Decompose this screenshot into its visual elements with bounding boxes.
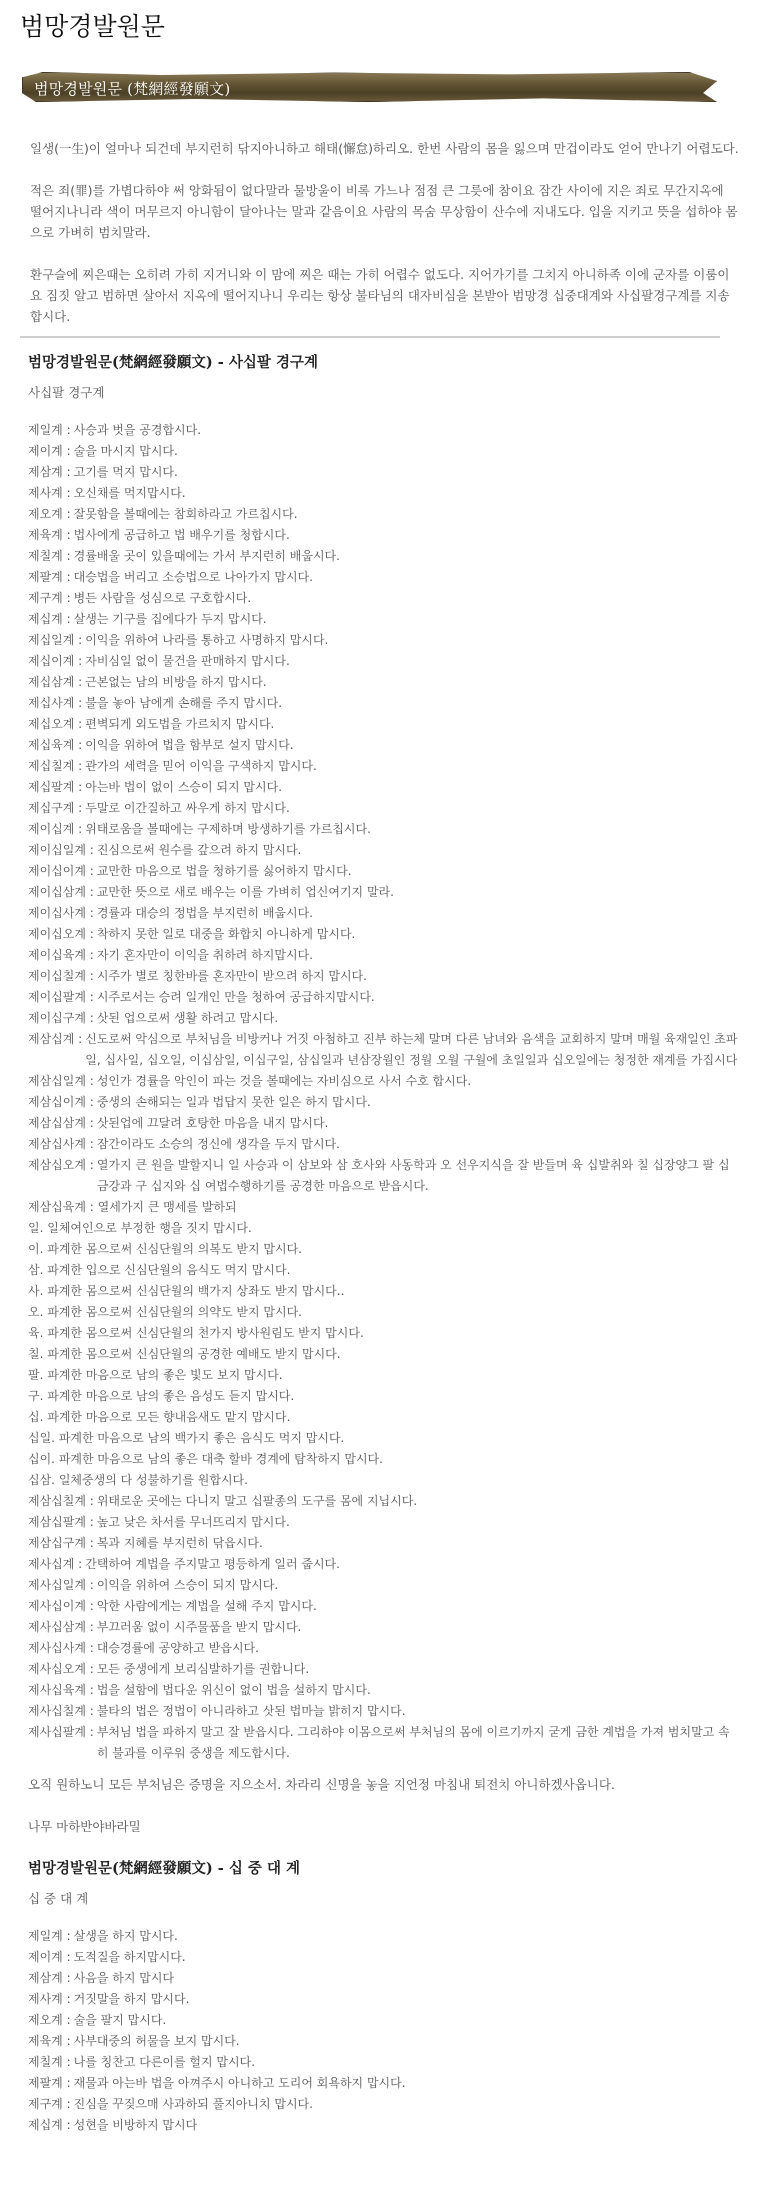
- precept-item: [28, 567, 739, 588]
- precept-label: 제삼십오계 :: [28, 1158, 94, 1172]
- precept-text: 자기 혼자만이 이익을 취하려 하지맙시다.: [96, 948, 313, 962]
- precept-item: [28, 2052, 739, 2073]
- precept-label: 제십육계 :: [28, 738, 83, 752]
- precept-text: 도적질을 하지맙시다.: [73, 1950, 186, 1964]
- precept-text: 병든 사람을 성심으로 구호합시다.: [73, 591, 252, 605]
- precept-label: 제삼십사계 :: [28, 1137, 94, 1151]
- precept-text: 위태로운 곳에는 다니지 말고 십팔종의 도구를 몸에 지닙시다.: [96, 1494, 418, 1508]
- precept-item: [28, 1197, 739, 1218]
- precept-label: 제이십칠계 :: [28, 969, 94, 983]
- precept-label: 제일계 :: [28, 1929, 71, 1943]
- precept-text: 부끄러움 없이 시주물품을 받지 맙시다.: [96, 1620, 302, 1634]
- precept-item: [28, 462, 739, 483]
- precept-item: [28, 651, 739, 672]
- closing-vow: 오직 원하노니 모든 부처님은 증명을 지으소서. 차라리 신명을 놓을 지언정 마침내 퇴전치 아니하겠사옵니다.: [28, 1777, 615, 1792]
- precept-item: [28, 1281, 739, 1302]
- precept-item: [28, 1617, 739, 1638]
- precept-label: 제이십구계 :: [28, 1011, 94, 1025]
- precept-text: 파계한 마음으로 남의 백가지 좋은 음식도 먹지 맙시다.: [58, 1431, 345, 1445]
- precept-item: [28, 1659, 739, 1680]
- precept-item: [28, 756, 739, 777]
- section-divider: [20, 336, 720, 338]
- precept-item: [28, 1218, 739, 1239]
- precept-item: [28, 2010, 739, 2031]
- precept-item: [28, 819, 739, 840]
- precept-label: 제십팔계 :: [28, 780, 83, 794]
- precept-item: [28, 2031, 739, 2052]
- precept-text: 진심을 꾸짖으매 사과하되 풀지아니치 맙시다.: [73, 2097, 313, 2111]
- precept-label: 제사십칠계 :: [28, 1704, 94, 1718]
- precept-item: [28, 1344, 739, 1365]
- precept-text: 오신채를 먹지맙시다.: [73, 486, 186, 500]
- precept-item: [28, 1449, 739, 1470]
- precept-label: 제일계 :: [28, 423, 71, 437]
- precept-text: 아는바 법이 없이 스승이 되지 맙시다.: [85, 780, 283, 794]
- precept-label: 제사십일계 :: [28, 1578, 94, 1592]
- section-subtitle-10: 십 중 대 계: [28, 1891, 89, 1906]
- precept-label: 제이십일계 :: [28, 843, 94, 857]
- precept-item: [28, 630, 739, 651]
- precept-item: [28, 987, 739, 1008]
- precept-item: [28, 1323, 739, 1344]
- precept-label: 제이계 :: [28, 444, 71, 458]
- precept-text: 열세가지 큰 맹세를 발하되: [97, 1200, 237, 1214]
- precept-label: 제이십육계 :: [28, 948, 94, 962]
- precept-item: [28, 1029, 739, 1071]
- precept-text: 이익을 위하여 스승이 되지 맙시다.: [96, 1578, 279, 1592]
- precept-label: 제십계 :: [28, 612, 71, 626]
- precept-text: 거짓말을 하지 맙시다.: [73, 1992, 190, 2006]
- precept-text: 진심으로써 원수를 갚으려 하지 맙시다.: [96, 843, 302, 857]
- precept-text: 법을 설함에 법다운 위신이 없이 법을 설하지 맙시다.: [96, 1683, 371, 1697]
- precept-text: 경률배울 곳이 있을때에는 가서 부지런히 배웁시다.: [73, 549, 340, 563]
- precept-item: [28, 1407, 739, 1428]
- precept-item: [28, 1638, 739, 1659]
- intro-text: [20, 138, 739, 327]
- precept-text: 파계한 몸으로써 신심단월의 의복도 받지 맙시다.: [47, 1242, 302, 1256]
- precept-label: 제삼십칠계 :: [28, 1494, 94, 1508]
- precept-item: [28, 882, 739, 903]
- precept-item: [28, 672, 739, 693]
- precept-text: 시주로서는 승려 일개인 만을 청하여 공급하지맙시다.: [96, 990, 375, 1004]
- precept-label: 제사십육계 :: [28, 1683, 94, 1697]
- precept-text: 부처님 법을 파하지 말고 잘 받읍시다. 그리하야 이몸으로써 부처님의 몸에 이르기까지 굳게 금한 계법을 가져 범치말고 속히 불과를 이루워 중생을 제도합시다.: [96, 1725, 730, 1760]
- precept-text: 재물과 아는바 법을 아껴주시 아니하고 도리어 회욕하지 맙시다.: [73, 2076, 406, 2090]
- precept-item: [28, 861, 739, 882]
- precept-text: 모든 중생에게 보리심발하기를 권합니다.: [96, 1662, 310, 1676]
- precept-item: [28, 1470, 739, 1491]
- precept-text: 편벽되게 외도법을 가르치지 맙시다.: [85, 717, 275, 731]
- precept-item: [28, 588, 739, 609]
- precept-label: 육.: [28, 1326, 44, 1340]
- precept-item: [28, 1701, 739, 1722]
- precept-text: 대승법을 버리고 소승법으로 나아가지 맙시다.: [73, 570, 313, 584]
- intro-paragraph: 적은 죄(罪)를 가볍다하야 써 앙화됨이 없다말라 물방울이 비록 가느나 점점 큰 그릇에 참이요 잠간 사이에 지은 죄로 무간지옥에 떨어지나니라 색이 머무르지 아니함이 달아나는 말과 같음이요 사람의 목숨 무상함이 산수에 지내도다. 입을 지키고 뜻을 섭하야 몸으로 가벼히 범치말라.: [30, 183, 738, 240]
- precept-label: 제팔계 :: [28, 2076, 71, 2090]
- precept-label: 제삼십삼계 :: [28, 1116, 94, 1130]
- precept-item: [28, 1575, 739, 1596]
- precept-label: 제사계 :: [28, 1992, 71, 2006]
- precept-text: 삿된업에 끄달려 호탕한 마음을 내지 맙시다.: [96, 1116, 329, 1130]
- precept-text: 중생의 손해되는 일과 법답지 못한 일은 하지 맙시다.: [96, 1095, 371, 1109]
- precept-item: [28, 504, 739, 525]
- precept-item: [28, 546, 739, 567]
- precept-text: 성현을 비방하지 맙시다: [73, 2118, 198, 2132]
- precept-label: 삼.: [28, 1263, 44, 1277]
- precept-label: 일.: [28, 1221, 44, 1235]
- precept-label: 십일.: [28, 1431, 55, 1445]
- precept-label: 팔.: [28, 1368, 44, 1382]
- precept-item: [28, 1092, 739, 1113]
- section-subtitle-48: 사십팔 경구계: [28, 385, 105, 400]
- precept-text: 파계한 마음으로 남의 좋은 음성도 듣지 맙시다.: [47, 1389, 295, 1403]
- precept-text: 삿된 업으로써 생활 하려고 맙시다.: [96, 1011, 279, 1025]
- precept-label: 제팔계 :: [28, 570, 71, 584]
- precept-text: 높고 낮은 차서를 무너뜨리지 맙시다.: [96, 1515, 290, 1529]
- intro-paragraph: 환구슬에 찌은때는 오히려 가히 지거니와 이 맘에 찌은 때는 가히 어렵수 없도다. 지어가기를 그치지 아니하족 이에 군자를 이룸이요 짐짓 알고 범하면 살아서 지옥에 떨어지나니 우리는 항상 불타님의 대자비심을 본받아 범망경 십중대계와 사십팔경구계를 지송합시다.: [30, 267, 730, 324]
- precept-text: 사음을 하지 맙시다: [73, 1971, 175, 1985]
- precept-label: 사.: [28, 1284, 44, 1298]
- precept-label: 제이십사계 :: [28, 906, 94, 920]
- precept-item: [28, 483, 739, 504]
- page-title: 범망경발원문: [20, 12, 165, 41]
- precept-text: 복과 지혜를 부지런히 닦읍시다.: [96, 1536, 263, 1550]
- precept-item: [28, 1155, 739, 1197]
- precept-item: [28, 840, 739, 861]
- precept-text: 파계한 몸으로써 신심단월의 천가지 방사원림도 받지 맙시다.: [47, 1326, 364, 1340]
- precept-text: 악한 사람에게는 계법을 설해 주지 맙시다.: [96, 1599, 317, 1613]
- precept-label: 제오계 :: [28, 507, 71, 521]
- precept-item: [28, 1554, 739, 1575]
- precept-item: [28, 735, 739, 756]
- precept-item: [28, 1428, 739, 1449]
- precept-text: 살생을 하지 맙시다.: [73, 1929, 178, 1943]
- precept-label: 제삼십이계 :: [28, 1095, 94, 1109]
- precept-item: [28, 903, 739, 924]
- precept-label: 제삼십일계 :: [28, 1074, 94, 1088]
- section-title-10: 범망경발원문(梵網經發願文) - 십 중 대 계: [28, 1860, 301, 1877]
- precept-text: 파계한 마음으로 모든 향내음새도 맡지 맙시다.: [47, 1410, 291, 1424]
- precept-item: [28, 1302, 739, 1323]
- intro-paragraph: 일생(一生)이 얼마나 되건데 부지런히 닦지아니하고 해태(懈怠)하리오. 한번 사람의 몸을 잃으며 만겁이라도 얻어 만나기 어렵도다.: [30, 141, 739, 156]
- precept-item: [28, 609, 739, 630]
- precept-item: [28, 924, 739, 945]
- precept-label: 제이십팔계 :: [28, 990, 94, 1004]
- precept-text: 잠간이라도 소승의 정신에 생각을 두지 맙시다.: [96, 1137, 340, 1151]
- precept-label: 제삼십계 :: [28, 1032, 83, 1046]
- precept-label: 제사십이계 :: [28, 1599, 94, 1613]
- precept-label: 제이십오계 :: [28, 927, 94, 941]
- precept-label: 제육계 :: [28, 2034, 71, 2048]
- precept-label: 제십삼계 :: [28, 675, 83, 689]
- precept-text: 고기를 먹지 맙시다.: [73, 465, 178, 479]
- precept-label: 오.: [28, 1305, 44, 1319]
- precept-item: [28, 2094, 739, 2115]
- precept-text: 신도로써 악심으로 부처님을 비방커나 거짓 아첨하고 진부 하는체 말며 다른 남녀와 음색을 교회하지 말며 매월 육재일인 초파일, 십사일, 십오일, 이십삼일, 이십구일, 삼십일과 년삼장월인 정월 오월 구월에 초일일과 십오일에는 청정한 재계를 가집시다: [85, 1032, 738, 1067]
- precept-label: 제십칠계 :: [28, 759, 83, 773]
- section-title-48: 범망경발원문(梵網經發願文) - 사십팔 경구계: [28, 354, 318, 371]
- precepts-48-list: [28, 420, 739, 1764]
- precept-label: 제십계 :: [28, 2118, 71, 2132]
- precept-item: [28, 1533, 739, 1554]
- precept-text: 살생는 기구를 집에다가 두지 맙시다.: [73, 612, 267, 626]
- precept-item: [28, 1680, 739, 1701]
- precept-label: 칠.: [28, 1347, 44, 1361]
- precept-text: 일체여인으로 부정한 행을 짓지 맙시다.: [47, 1221, 252, 1235]
- mantra: 나무 마하반야바라밀: [28, 1819, 141, 1834]
- precept-label: 제구계 :: [28, 591, 71, 605]
- precept-label: 제이십이계 :: [28, 864, 94, 878]
- precept-item: [28, 966, 739, 987]
- precept-label: 제이십계 :: [28, 822, 83, 836]
- precept-text: 대승경률에 공양하고 받읍시다.: [96, 1641, 259, 1655]
- precept-item: [28, 1008, 739, 1029]
- precept-label: 제칠계 :: [28, 549, 71, 563]
- precept-item: [28, 1491, 739, 1512]
- precept-text: 술을 팔지 맙시다.: [73, 2013, 167, 2027]
- precept-label: 제사십팔계 :: [28, 1725, 94, 1739]
- precept-label: 제육계 :: [28, 528, 71, 542]
- precept-text: 착하지 못한 일로 대중을 화합치 아니하게 맙시다.: [96, 927, 356, 941]
- precepts-10-list: [28, 1926, 739, 2136]
- precept-label: 제삼계 :: [28, 465, 71, 479]
- precept-label: 제이십삼계 :: [28, 885, 94, 899]
- precept-label: 제이계 :: [28, 1950, 71, 1964]
- precept-label: 이.: [28, 1242, 44, 1256]
- precept-label: 제사십사계 :: [28, 1641, 94, 1655]
- precept-item: [28, 714, 739, 735]
- precept-label: 제사십계 :: [28, 1557, 83, 1571]
- banner-title: 범망경발원문 (梵網經發願文): [34, 80, 231, 98]
- precept-text: 불타의 법은 정법이 아니라하고 삿된 법마늘 밝히지 맙시다.: [96, 1704, 406, 1718]
- precept-text: 이익을 위하여 법을 함부로 설지 맙시다.: [85, 738, 294, 752]
- precept-text: 근본없는 남의 비방을 하지 맙시다.: [85, 675, 267, 689]
- precept-item: [28, 1989, 739, 2010]
- precept-label: 제삼계 :: [28, 1971, 71, 1985]
- precept-text: 파계한 마음으로 남의 좋은 대축 할바 경계에 탐착하지 맙시다.: [58, 1452, 383, 1466]
- precept-text: 교만한 마음으로 법을 청하기를 싫어하지 맙시다.: [96, 864, 352, 878]
- precept-text: 열가지 큰 원을 발할지니 일 사승과 이 삼보와 삼 호사와 사동학과 오 선우지식을 잘 받들며 육 십발취와 칠 십장양그 팔 십금강과 구 십지와 십 여법수행하기를 공경한 마음으로 받읍시다.: [96, 1158, 730, 1193]
- precept-text: 파계한 마음으로 남의 좋은 빛도 보지 맙시다.: [47, 1368, 283, 1382]
- precept-item: [28, 1113, 739, 1134]
- precept-label: 제삼십육계 :: [28, 1200, 94, 1214]
- precept-item: [28, 420, 739, 441]
- precept-item: [28, 1239, 739, 1260]
- precept-text: 잘못함을 볼때에는 참회하라고 가르칩시다.: [73, 507, 298, 521]
- precept-label: 십이.: [28, 1452, 55, 1466]
- precept-item: [28, 1968, 739, 1989]
- precept-label: 제칠계 :: [28, 2055, 71, 2069]
- precept-label: 십삼.: [28, 1473, 55, 1487]
- precept-item: [28, 777, 739, 798]
- precept-item: [28, 2115, 739, 2136]
- precept-item: [28, 441, 739, 462]
- precept-label: 십.: [28, 1410, 44, 1424]
- precept-label: 제삼십팔계 :: [28, 1515, 94, 1529]
- precept-text: 법사에게 공급하고 법 배우기를 청합시다.: [73, 528, 290, 542]
- precept-item: [28, 1134, 739, 1155]
- precept-item: [28, 1596, 739, 1617]
- precept-label: 제십이계 :: [28, 654, 83, 668]
- precept-item: [28, 1071, 739, 1092]
- precept-label: 제십일계 :: [28, 633, 83, 647]
- precept-text: 파계한 몸으로써 신심단월의 공경한 예배도 받지 맙시다.: [47, 1347, 341, 1361]
- precept-text: 위태로움을 볼때에는 구제하며 방생하기를 가르칩시다.: [85, 822, 371, 836]
- precept-text: 파계한 몸으로써 신심단월의 의약도 받지 맙시다.: [47, 1305, 302, 1319]
- precept-item: [28, 525, 739, 546]
- precept-text: 자비심일 없이 물건을 판매하지 맙시다.: [85, 654, 290, 668]
- precept-text: 나를 칭찬고 다른이를 헐지 맙시다.: [73, 2055, 256, 2069]
- precept-text: 사승과 벗을 공경합시다.: [73, 423, 202, 437]
- precept-item: [28, 1260, 739, 1281]
- precept-item: [28, 798, 739, 819]
- precept-item: [28, 1365, 739, 1386]
- precept-text: 불을 놓아 남에게 손해를 주지 맙시다.: [85, 696, 283, 710]
- precept-label: 제삼십구계 :: [28, 1536, 94, 1550]
- precept-label: 제오계 :: [28, 2013, 71, 2027]
- precept-text: 일체중생의 다 성불하기를 원합시다.: [58, 1473, 248, 1487]
- precept-text: 간택하여 계법을 주지말고 평등하게 일러 줍시다.: [85, 1557, 340, 1571]
- precept-text: 두말로 이간질하고 싸우게 하지 맙시다.: [85, 801, 290, 815]
- precept-text: 이익을 위하여 나라를 통하고 사명하지 맙시다.: [85, 633, 329, 647]
- precept-text: 파계한 입으로 신심단월의 음식도 먹지 맙시다.: [47, 1263, 291, 1277]
- precept-item: [28, 1926, 739, 1947]
- precept-item: [28, 2073, 739, 2094]
- precept-item: [28, 1386, 739, 1407]
- precept-label: 제구계 :: [28, 2097, 71, 2111]
- precept-label: 제사계 :: [28, 486, 71, 500]
- precept-text: 사부대중의 허물을 보지 맙시다.: [73, 2034, 240, 2048]
- precept-text: 시주가 별로 칭한바를 혼자만이 받으려 하지 맙시다.: [96, 969, 367, 983]
- title-banner: [20, 66, 739, 110]
- precept-text: 파계한 몸으로써 신심단월의 백가지 상좌도 받지 맙시다..: [47, 1284, 345, 1298]
- precept-text: 성인가 경률을 악인이 파는 것을 볼때에는 자비심으로 사서 수호 합시다.: [96, 1074, 472, 1088]
- precept-item: [28, 1512, 739, 1533]
- precept-text: 교만한 뜻으로 새로 배우는 이를 가벼히 업신여기지 말라.: [96, 885, 394, 899]
- precept-item: [28, 1722, 739, 1764]
- precept-item: [28, 1947, 739, 1968]
- precept-text: 술을 마시지 맙시다.: [73, 444, 178, 458]
- precept-label: 제십사계 :: [28, 696, 83, 710]
- precept-label: 제십오계 :: [28, 717, 83, 731]
- precept-item: [28, 945, 739, 966]
- precept-text: 관가의 세력을 믿어 이익을 구색하지 맙시다.: [85, 759, 317, 773]
- precept-label: 제십구계 :: [28, 801, 83, 815]
- precept-text: 경률과 대승의 정법을 부지런히 배웁시다.: [96, 906, 313, 920]
- precept-label: 제사십삼계 :: [28, 1620, 94, 1634]
- precept-label: 구.: [28, 1389, 44, 1403]
- precept-label: 제사십오계 :: [28, 1662, 94, 1676]
- precept-item: [28, 693, 739, 714]
